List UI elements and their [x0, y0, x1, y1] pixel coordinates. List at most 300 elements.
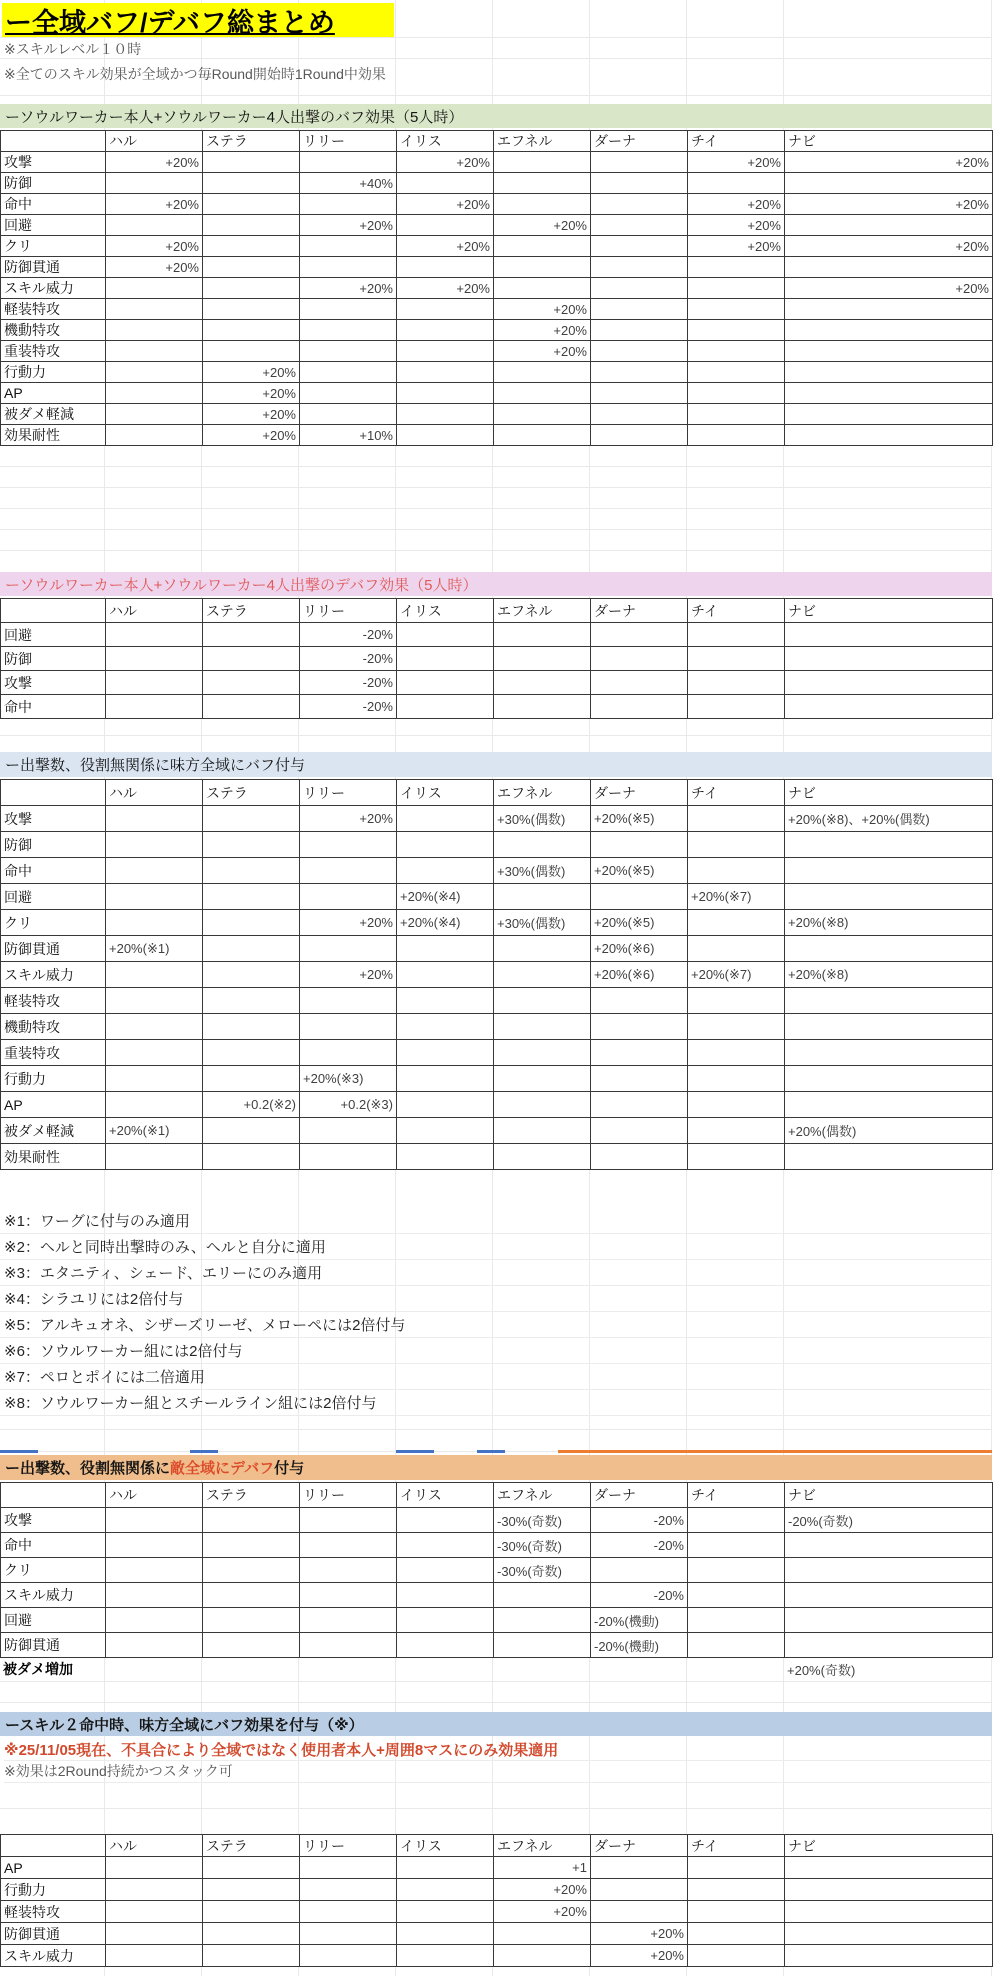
footnote-line: ※3：エタニティ、シェード、エリーにのみ適用 — [0, 1260, 992, 1286]
table-cell — [106, 383, 203, 404]
table-cell — [785, 1558, 993, 1583]
table-row — [1, 320, 993, 341]
column-header: エフネル — [494, 131, 591, 152]
border-fragment — [396, 1450, 434, 1453]
table-cell — [300, 1118, 397, 1144]
table-cell — [203, 988, 300, 1014]
table-cell — [591, 1144, 688, 1170]
corner-cell — [1, 1835, 106, 1857]
table-cell: +20% — [785, 278, 993, 299]
table-row — [1, 341, 993, 362]
table-cell: +20% — [300, 215, 397, 236]
table-cell — [106, 858, 203, 884]
header-row — [1, 1835, 993, 1857]
table-cell — [688, 257, 785, 278]
table-cell: -20% — [300, 647, 397, 671]
table-cell: +20% — [300, 962, 397, 988]
table-cell — [397, 1533, 494, 1558]
data-table — [0, 1834, 993, 1967]
table-cell — [688, 278, 785, 299]
sheet-gridline — [0, 466, 992, 467]
table-cell — [688, 1901, 785, 1923]
table-row — [1, 362, 993, 383]
table-cell — [591, 623, 688, 647]
table-cell: +20% — [203, 362, 300, 383]
table-cell: +0.2(※3) — [300, 1092, 397, 1118]
table-cell — [397, 858, 494, 884]
table-cell — [106, 362, 203, 383]
table-cell — [106, 1558, 203, 1583]
table-cell: +20%(※7) — [688, 884, 785, 910]
table-cell — [688, 299, 785, 320]
table-cell: +20% — [300, 278, 397, 299]
table-row — [1, 1508, 993, 1533]
column-header: ナビ — [785, 780, 993, 806]
column-header: チイ — [688, 780, 785, 806]
table-row — [1, 832, 993, 858]
table-cell — [203, 936, 300, 962]
table-cell — [397, 173, 494, 194]
table-cell: +20% — [300, 806, 397, 832]
table-cell: +20% — [106, 152, 203, 173]
row-label: 防御 — [1, 832, 106, 858]
table-cell — [203, 1558, 300, 1583]
row-label: スキル威力 — [1, 278, 106, 299]
skill2-bug-warning: ※25/11/05現在、不具合により全域ではなく使用者本人+周囲8マスにのみ効果適用 — [4, 1738, 992, 1761]
column-header: エフネル — [494, 780, 591, 806]
table-cell — [688, 832, 785, 858]
table-cell — [688, 1923, 785, 1945]
row-label: 防御 — [1, 647, 106, 671]
table-cell: +20% — [494, 215, 591, 236]
table-cell: +0.2(※2) — [203, 1092, 300, 1118]
section-buff5-bar — [0, 104, 992, 128]
table-cell — [591, 832, 688, 858]
table-cell — [203, 215, 300, 236]
border-fragment — [477, 1450, 505, 1453]
table-cell: +10% — [300, 425, 397, 446]
table-cell — [591, 341, 688, 362]
row-label: 重装特攻 — [1, 1040, 106, 1066]
table-cell — [106, 1092, 203, 1118]
table-cell — [203, 1583, 300, 1608]
table-cell — [688, 383, 785, 404]
table-cell — [785, 362, 993, 383]
table-cell — [300, 320, 397, 341]
row-label: クリ — [1, 1558, 106, 1583]
table-cell — [106, 1144, 203, 1170]
table-cell: +20% — [397, 152, 494, 173]
table-cell: -20% — [591, 1583, 688, 1608]
table-cell — [397, 962, 494, 988]
table-cell — [785, 1066, 993, 1092]
table-cell — [785, 695, 993, 719]
row-label: 防御貫通 — [1, 1923, 106, 1945]
sheet-gridline — [0, 735, 992, 736]
table-cell: +20% — [494, 299, 591, 320]
table-cell — [688, 1608, 785, 1633]
table-cell — [106, 215, 203, 236]
table-row — [1, 1092, 993, 1118]
table-cell — [494, 1118, 591, 1144]
table-cell — [397, 299, 494, 320]
table-cell — [688, 910, 785, 936]
row-label: 行動力 — [1, 1879, 106, 1901]
row-label: 行動力 — [1, 362, 106, 383]
table-cell: +20%(※3) — [300, 1066, 397, 1092]
table-cell — [785, 215, 993, 236]
column-header: リリー — [300, 599, 397, 623]
row-label: スキル威力 — [1, 1945, 106, 1967]
table-cell — [397, 671, 494, 695]
table-cell — [397, 1879, 494, 1901]
header-row — [1, 131, 993, 152]
table-row — [1, 884, 993, 910]
table-cell — [591, 362, 688, 383]
table-cell — [397, 320, 494, 341]
table-cell — [203, 695, 300, 719]
table-cell — [106, 1066, 203, 1092]
table-cell — [591, 278, 688, 299]
table-cell — [591, 1066, 688, 1092]
table-cell — [397, 1923, 494, 1945]
table-cell — [106, 832, 203, 858]
column-header: ハル — [106, 1483, 203, 1508]
table-cell: -30%(奇数) — [494, 1533, 591, 1558]
table-cell — [688, 647, 785, 671]
table-cell — [106, 1901, 203, 1923]
table-row — [1, 1901, 993, 1923]
table-cell — [203, 1014, 300, 1040]
table-cell — [494, 671, 591, 695]
table-cell — [591, 1558, 688, 1583]
table-cell — [591, 299, 688, 320]
table-cell — [397, 1508, 494, 1533]
page-title-cell — [2, 3, 394, 37]
table-row — [1, 623, 993, 647]
table-cell — [300, 1879, 397, 1901]
table-cell — [688, 695, 785, 719]
table-cell — [300, 1040, 397, 1066]
table-cell — [591, 1092, 688, 1118]
table-cell — [397, 1040, 494, 1066]
table-cell — [106, 320, 203, 341]
table-cell — [203, 1508, 300, 1533]
row-label: クリ — [1, 910, 106, 936]
column-header: ハル — [106, 780, 203, 806]
row-label: 攻撃 — [1, 806, 106, 832]
table-cell — [494, 962, 591, 988]
column-header: ダーナ — [591, 1835, 688, 1857]
table-cell — [106, 278, 203, 299]
column-header: チイ — [688, 131, 785, 152]
table-cell: +20% — [688, 152, 785, 173]
table-cell: +20%(※5) — [591, 858, 688, 884]
table-cell — [397, 383, 494, 404]
sheet-gridline — [0, 550, 992, 551]
table-row — [1, 1558, 993, 1583]
table-cell — [397, 1066, 494, 1092]
table-cell — [397, 988, 494, 1014]
section-debuff5-title: ーソウルワーカー本人+ソウルワーカー4人出撃のデバフ効果（5人時） — [5, 576, 478, 594]
table-cell — [106, 962, 203, 988]
row-label: 回避 — [1, 1608, 106, 1633]
table-cell — [203, 1857, 300, 1879]
column-header: ステラ — [203, 599, 300, 623]
table-cell — [397, 832, 494, 858]
sheet-gridline — [0, 487, 992, 488]
table-cell — [785, 1633, 993, 1658]
table-cell — [203, 647, 300, 671]
table-cell — [785, 671, 993, 695]
table-cell — [106, 404, 203, 425]
table-row — [1, 988, 993, 1014]
table-cell — [591, 236, 688, 257]
table-cell — [300, 936, 397, 962]
table-cell — [785, 1144, 993, 1170]
table-cell — [785, 1945, 993, 1967]
table-cell — [106, 1040, 203, 1066]
section-buffall-title: ー出撃数、役割無関係に味方全域にバフ付与 — [5, 757, 306, 774]
table-cell — [300, 1508, 397, 1533]
table-cell: +20% — [494, 341, 591, 362]
table-row — [1, 236, 993, 257]
column-header: イリス — [397, 599, 494, 623]
table-cell: +20%(偶数) — [785, 1118, 993, 1144]
sheet-gridline — [0, 529, 992, 530]
row-label: 重装特攻 — [1, 341, 106, 362]
table-cell — [300, 404, 397, 425]
table-cell — [494, 988, 591, 1014]
table-cell — [203, 173, 300, 194]
table-cell — [203, 1040, 300, 1066]
table-cell — [106, 806, 203, 832]
column-header: リリー — [300, 131, 397, 152]
table-cell — [785, 404, 993, 425]
table-cell — [203, 623, 300, 647]
table-cell — [300, 236, 397, 257]
column-header: ナビ — [785, 599, 993, 623]
table-cell — [106, 1945, 203, 1967]
table-cell — [494, 1608, 591, 1633]
table-cell — [688, 1558, 785, 1583]
table-cell: +20%(※8)、+20%(偶数) — [785, 806, 993, 832]
table-cell — [300, 383, 397, 404]
table-cell — [397, 362, 494, 383]
table-cell: +20% — [203, 425, 300, 446]
table-cell — [494, 1014, 591, 1040]
table-row — [1, 647, 993, 671]
table-row — [1, 152, 993, 173]
table-cell — [591, 988, 688, 1014]
table-cell: +20% — [300, 910, 397, 936]
table-cell: +20% — [494, 320, 591, 341]
table-cell: +20%(※4) — [397, 910, 494, 936]
table-cell — [203, 341, 300, 362]
table-cell — [785, 1857, 993, 1879]
data-table — [0, 1482, 993, 1658]
table-cell — [300, 1633, 397, 1658]
table-cell — [591, 1879, 688, 1901]
corner-cell — [1, 780, 106, 806]
table-enemy-debuff — [0, 1482, 993, 1658]
table-cell — [494, 404, 591, 425]
table-cell — [203, 858, 300, 884]
row-label: AP — [1, 383, 106, 404]
table-cell — [494, 173, 591, 194]
table-cell — [106, 1533, 203, 1558]
table-cell: +20% — [203, 383, 300, 404]
table-cell — [688, 425, 785, 446]
table-cell — [494, 936, 591, 962]
row-label: 被ダメ軽減 — [1, 404, 106, 425]
table-cell — [106, 1633, 203, 1658]
table-row — [1, 1040, 993, 1066]
table-cell: +20%(※4) — [397, 884, 494, 910]
table-cell — [203, 1901, 300, 1923]
column-header: ナビ — [785, 1835, 993, 1857]
column-header: ダーナ — [591, 1483, 688, 1508]
table-cell — [397, 1558, 494, 1583]
table-row — [1, 299, 993, 320]
table-cell — [785, 1879, 993, 1901]
row-label: 攻撃 — [1, 152, 106, 173]
table-cell — [785, 1901, 993, 1923]
table-cell — [494, 278, 591, 299]
table-cell: +20%(※6) — [591, 962, 688, 988]
table-cell — [106, 1879, 203, 1901]
table-cell: -20% — [591, 1508, 688, 1533]
table-cell — [300, 1608, 397, 1633]
table-cell — [688, 341, 785, 362]
column-header: ハル — [106, 1835, 203, 1857]
row-label: 機動特攻 — [1, 320, 106, 341]
table-cell — [688, 1533, 785, 1558]
table-cell — [300, 858, 397, 884]
table-cell — [203, 1633, 300, 1658]
table-cell: +20% — [106, 194, 203, 215]
column-header: リリー — [300, 1483, 397, 1508]
row-damage-taken-increase — [0, 1657, 992, 1681]
table-cell — [106, 299, 203, 320]
table-cell — [203, 152, 300, 173]
table-cell: -20% — [591, 1533, 688, 1558]
table-cell — [785, 1014, 993, 1040]
table-row — [1, 425, 993, 446]
table-cell — [203, 257, 300, 278]
page-title: ー全域バフ/デバフ総まとめ — [5, 7, 335, 38]
row-label: 防御貫通 — [1, 936, 106, 962]
table-cell — [785, 1092, 993, 1118]
section-buff5-title: ーソウルワーカー本人+ソウルワーカー4人出撃のバフ効果（5人時） — [5, 108, 464, 126]
table-cell — [494, 1583, 591, 1608]
footnote-line: ※4：シラユリには2倍付与 — [0, 1286, 992, 1312]
table-cell: +20%(※7) — [688, 962, 785, 988]
sheet-gridline — [0, 1702, 992, 1703]
table-cell — [203, 1945, 300, 1967]
table-cell — [397, 1945, 494, 1967]
table-cell — [106, 910, 203, 936]
table-cell — [397, 215, 494, 236]
section-enemy-bar — [0, 1455, 992, 1480]
border-fragment — [190, 1450, 218, 1453]
table-cell: +20%(※5) — [591, 910, 688, 936]
table-cell — [203, 1608, 300, 1633]
table-cell: +20% — [203, 404, 300, 425]
table-cell: -30%(奇数) — [494, 1558, 591, 1583]
table-cell — [397, 1901, 494, 1923]
section-skill2-bar — [0, 1712, 992, 1736]
table-cell — [591, 1014, 688, 1040]
section-debuff5-bar — [0, 572, 992, 596]
table-cell — [300, 341, 397, 362]
table-cell — [300, 1014, 397, 1040]
table-row — [1, 173, 993, 194]
row-label: 行動力 — [1, 1066, 106, 1092]
table-buff5 — [0, 130, 993, 446]
table-cell — [688, 623, 785, 647]
table-row — [1, 1633, 993, 1658]
table-cell — [300, 1144, 397, 1170]
table-cell — [494, 1923, 591, 1945]
table-cell: -20% — [300, 695, 397, 719]
table-cell — [591, 404, 688, 425]
table-cell — [300, 988, 397, 1014]
table-cell — [688, 806, 785, 832]
column-header: チイ — [688, 1835, 785, 1857]
row-damage-taken-increase-label: 被ダメ増加 — [3, 1661, 73, 1677]
footnote-line: ※5：アルキュオネ、シザーズリーゼ、メローペには2倍付与 — [0, 1312, 992, 1338]
sheet-gridline — [0, 1681, 992, 1682]
table-cell: -20%(機動) — [591, 1608, 688, 1633]
column-header: ステラ — [203, 1835, 300, 1857]
table-cell — [494, 1945, 591, 1967]
table-cell — [397, 257, 494, 278]
table-cell — [785, 173, 993, 194]
table-cell — [591, 695, 688, 719]
table-cell — [591, 647, 688, 671]
table-row — [1, 278, 993, 299]
section-enemy-title — [5, 1457, 304, 1478]
table-cell — [688, 1633, 785, 1658]
sheet-gridline — [0, 1429, 992, 1430]
column-header: エフネル — [494, 1835, 591, 1857]
table-row — [1, 194, 993, 215]
table-row — [1, 1533, 993, 1558]
table-cell — [397, 936, 494, 962]
table-cell — [591, 1857, 688, 1879]
table-cell — [203, 1066, 300, 1092]
table-cell: +20%(※5) — [591, 806, 688, 832]
table-cell — [397, 1118, 494, 1144]
table-skill2-buff — [0, 1834, 993, 1967]
table-cell — [106, 884, 203, 910]
column-header: ステラ — [203, 780, 300, 806]
table-cell: +30%(偶数) — [494, 910, 591, 936]
table-cell — [203, 1144, 300, 1170]
table-cell — [688, 362, 785, 383]
table-cell — [397, 806, 494, 832]
table-cell — [688, 936, 785, 962]
row-label: AP — [1, 1857, 106, 1879]
table-cell — [494, 884, 591, 910]
row-label: 効果耐性 — [1, 1144, 106, 1170]
table-cell — [688, 988, 785, 1014]
row-label: 軽装特攻 — [1, 299, 106, 320]
table-cell — [688, 404, 785, 425]
row-label: 防御 — [1, 173, 106, 194]
table-cell: -20% — [300, 623, 397, 647]
